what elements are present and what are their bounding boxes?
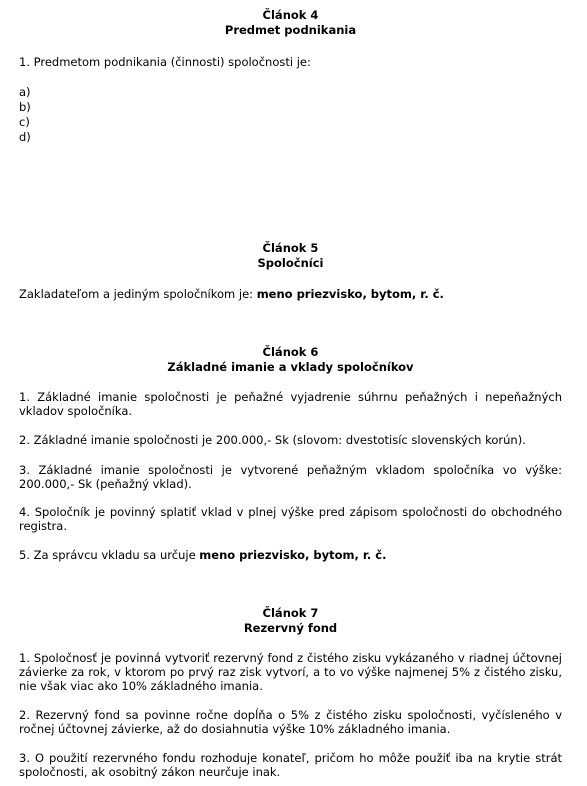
article-title: Spoločníci — [257, 256, 324, 270]
administrator-placeholder: meno priezvisko, bytom, r. č. — [199, 548, 387, 562]
article-number: Článok 4 — [262, 8, 319, 22]
article-6-paragraph-1: 1. Základné imanie spoločnosti je peňažné vyjadrenie súhrnu peňažných i nepeňažných vkladov spoločníka. — [19, 390, 562, 418]
article-7-heading — [19, 606, 562, 636]
article-6-paragraph-3: 3. Základné imanie spoločnosti je vytvorené peňažným vkladom spoločníka vo výške: 200.000,- Sk (peňažný vklad). — [19, 463, 562, 491]
paragraph-text: Zakladateľom a jediným spoločníkom je: — [19, 287, 257, 301]
list-item: a) — [19, 85, 31, 99]
article-4-paragraph-1: 1. Predmetom podnikania (činnosti) spoločnosti je: — [19, 55, 311, 69]
article-title: Predmet podnikania — [224, 23, 357, 37]
article-5-heading — [19, 241, 562, 271]
article-7-paragraph-2: 2. Rezervný fond sa povinne ročne dopĺňa o 5% z čistého zisku spoločnosti, vyčísleného v ročnej účtovnej závierke, až do dosiahnutia výške 10% základného imania. — [19, 708, 562, 736]
paragraph-text: 5. Za správcu vkladu sa určuje — [19, 548, 200, 562]
list-item: c) — [19, 115, 30, 129]
article-title: Rezervný fond — [243, 621, 338, 635]
article-6-heading — [19, 345, 562, 375]
article-7-paragraph-1: 1. Spoločnosť je povinná vytvoriť rezervný fond z čistého zisku vykázaného v riadnej účtovnej závierke za rok, v ktorom po prvý raz zisk vytvorí, a to vo výške najmenej 5% z čistého zisku, nie však viac ako 10% základného imania. — [19, 651, 562, 693]
article-number: Článok 7 — [262, 606, 319, 620]
list-item: d) — [19, 130, 31, 144]
article-4-heading — [19, 8, 562, 38]
article-title: Základné imanie a vklady spoločníkov — [167, 360, 414, 374]
article-6-paragraph-4: 4. Spoločník je povinný splatiť vklad v plnej výške pred zápisom spoločnosti do obchodného registra. — [19, 505, 562, 533]
article-7-paragraph-3: 3. O použití rezervného fondu rozhoduje konateľ, pričom ho môže použiť iba na krytie strát spoločnosti, ak osobitný zákon neurčuje inak. — [19, 751, 562, 779]
list-item: b) — [19, 100, 31, 114]
founder-placeholder: meno priezvisko, bytom, r. č. — [256, 287, 444, 301]
article-number: Článok 6 — [262, 345, 319, 359]
article-6-paragraph-2: 2. Základné imanie spoločnosti je 200.000,- Sk (slovom: dvestotisíc slovenských korún). — [19, 433, 526, 447]
article-6-paragraph-5 — [19, 548, 562, 562]
article-5-paragraph-1 — [19, 287, 562, 301]
article-4-list — [19, 85, 562, 145]
article-number: Článok 5 — [262, 241, 319, 255]
